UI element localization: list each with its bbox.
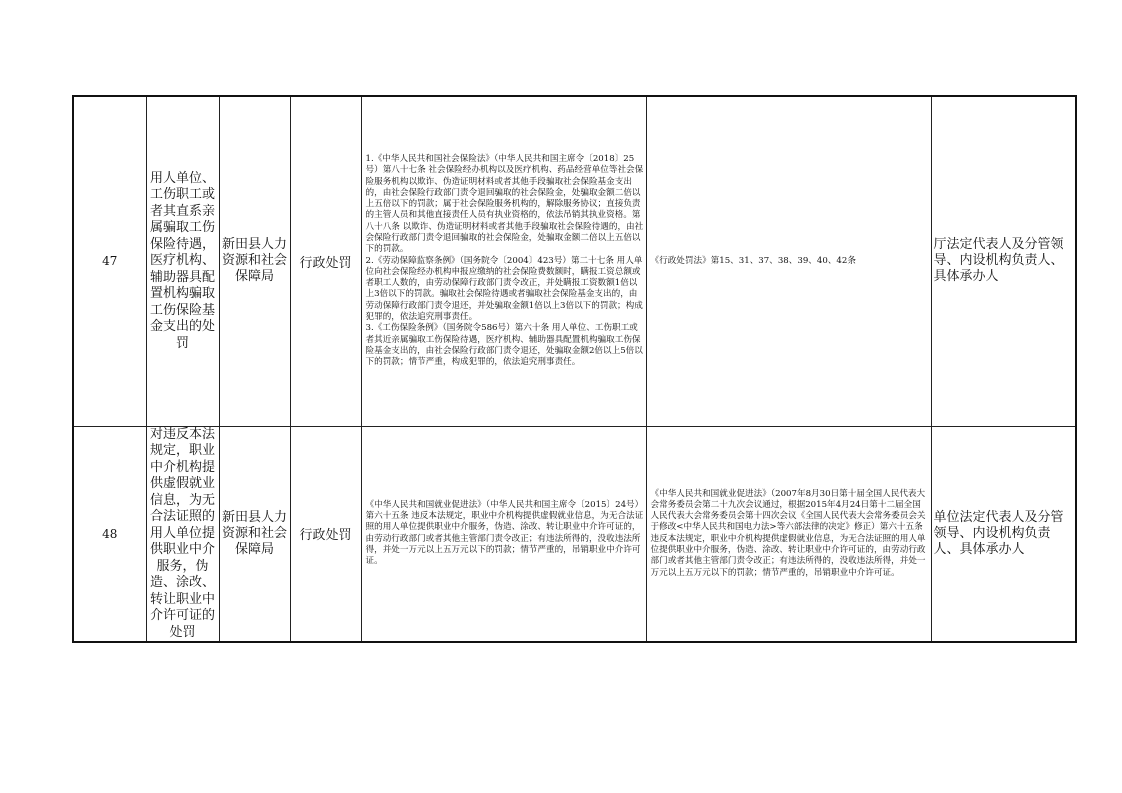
power-type: 行政处罚 xyxy=(290,96,361,426)
row-number: 48 xyxy=(73,426,146,642)
item-name: 用人单位、工伤职工或者其直系亲属骗取工伤保险待遇，医疗机构、辅助器具配置机构骗取工伤保险基金支出的处罚 xyxy=(146,96,219,426)
responsible-persons: 单位法定代表人及分管领导、内设机构负责人、具体承办人 xyxy=(931,426,1076,642)
table-row xyxy=(73,426,1076,642)
legal-basis-paragraph: 2.《劳动保障监察条例》（国务院令〔2004〕423号）第二十七条 用人单位向社会保险经办机构申报应缴纳的社会保险费数额时，瞒报工资总额或者职工人数的，由劳动保障行政部门责令改正，并处瞒报工资数额1倍以上3倍以下的罚款。骗取社会保险待遇或者骗取社会保险基金支出的，由劳动保障行政部门责令退还，并处骗取金额1倍以上3倍以下的罚款；构成犯罪的，依法追究刑事责任。 xyxy=(365,255,643,323)
legal-basis xyxy=(361,96,646,426)
legal-basis-paragraph: 3.《工伤保险条例》（国务院令586号）第六十条 用人单位、工伤职工或者其近亲属骗取工伤保险待遇，医疗机构、辅助器具配置机构骗取工伤保险基金支出的，由社会保险行政部门责令退还，处骗取金额2倍以上5倍以下的罚款；情节严重，构成犯罪的，依法追究刑事责任。 xyxy=(365,323,643,368)
item-name: 对违反本法规定，职业中介机构提供虚假就业信息，为无合法证照的用人单位提供职业中介服务，伪造、涂改、转让职业中介许可证的处罚 xyxy=(146,426,219,642)
procedure-basis: 《行政处罚法》第15、31、37、38、39、40、42条 xyxy=(646,96,931,426)
implementing-department: 新田县人力资源和社会保障局 xyxy=(219,96,290,426)
enforcement-table xyxy=(72,95,1077,643)
row-number: 47 xyxy=(73,96,146,426)
legal-basis-paragraph: 1.《中华人民共和国社会保险法》（中华人民共和国主席令〔2018〕25号）第八十七条 社会保险经办机构以及医疗机构、药品经营单位等社会保险服务机构以欺诈、伪造证明材料或者其他手段骗取社会保险基金支出的，由社会保险行政部门责令退回骗取的社会保险金，处骗取金额二倍以上五倍以下的罚款；属于社会保险服务机构的，解除服务协议；直接负责的主管人员和其他直接责任人员有执业资格的，依法吊销其执业资格。第八十八条 以欺诈、伪造证明材料或者其他手段骗取社会保险待遇的，由社会保险行政部门责令退回骗取的社会保险金，处骗取金额二倍以上五倍以下的罚款。 xyxy=(365,153,644,255)
responsible-persons: 厅法定代表人及分管领导、内设机构负责人、具体承办人 xyxy=(931,96,1076,426)
power-type: 行政处罚 xyxy=(290,426,361,642)
legal-basis xyxy=(361,426,646,642)
procedure-basis: 《中华人民共和国就业促进法》（2007年8月30日第十届全国人民代表大会常务委员会第二十九次会议通过，根据2015年4月24日第十二届全国人民代表大会常务委员会第十四次会议《全国人民代表大会常务委员会关于修改<中华人民共和国电力法>等六部法律的决定》修正）第六十五条 违反本法规定，职业中介机构提供虚假就业信息，为无合法证照的用人单位提供职业中介服务，伪造、涂改、转让职业中介许可证的，由劳动行政部门或者其他主管部门责令改正；有违法所得的，没收违法所得，并处一万元以上五万元以下的罚款；情节严重的，吊销职业中介许可证。 xyxy=(646,426,931,642)
implementing-department: 新田县人力资源和社会保障局 xyxy=(219,426,290,642)
table-row xyxy=(73,96,1076,426)
legal-basis-paragraph: 《中华人民共和国就业促进法》（中华人民共和国主席令〔2015〕24号）第六十五条 违反本法规定，职业中介机构提供虚假就业信息，为无合法证照的用人单位提供职业中介服务，伪造、涂改、转让职业中介许可证的，由劳动行政部门或者其他主管部门责令改正；有违法所得的，没收违法所得，并处一万元以上五万元以下的罚款；情节严重的，吊销职业中介许可证。 xyxy=(365,499,644,567)
